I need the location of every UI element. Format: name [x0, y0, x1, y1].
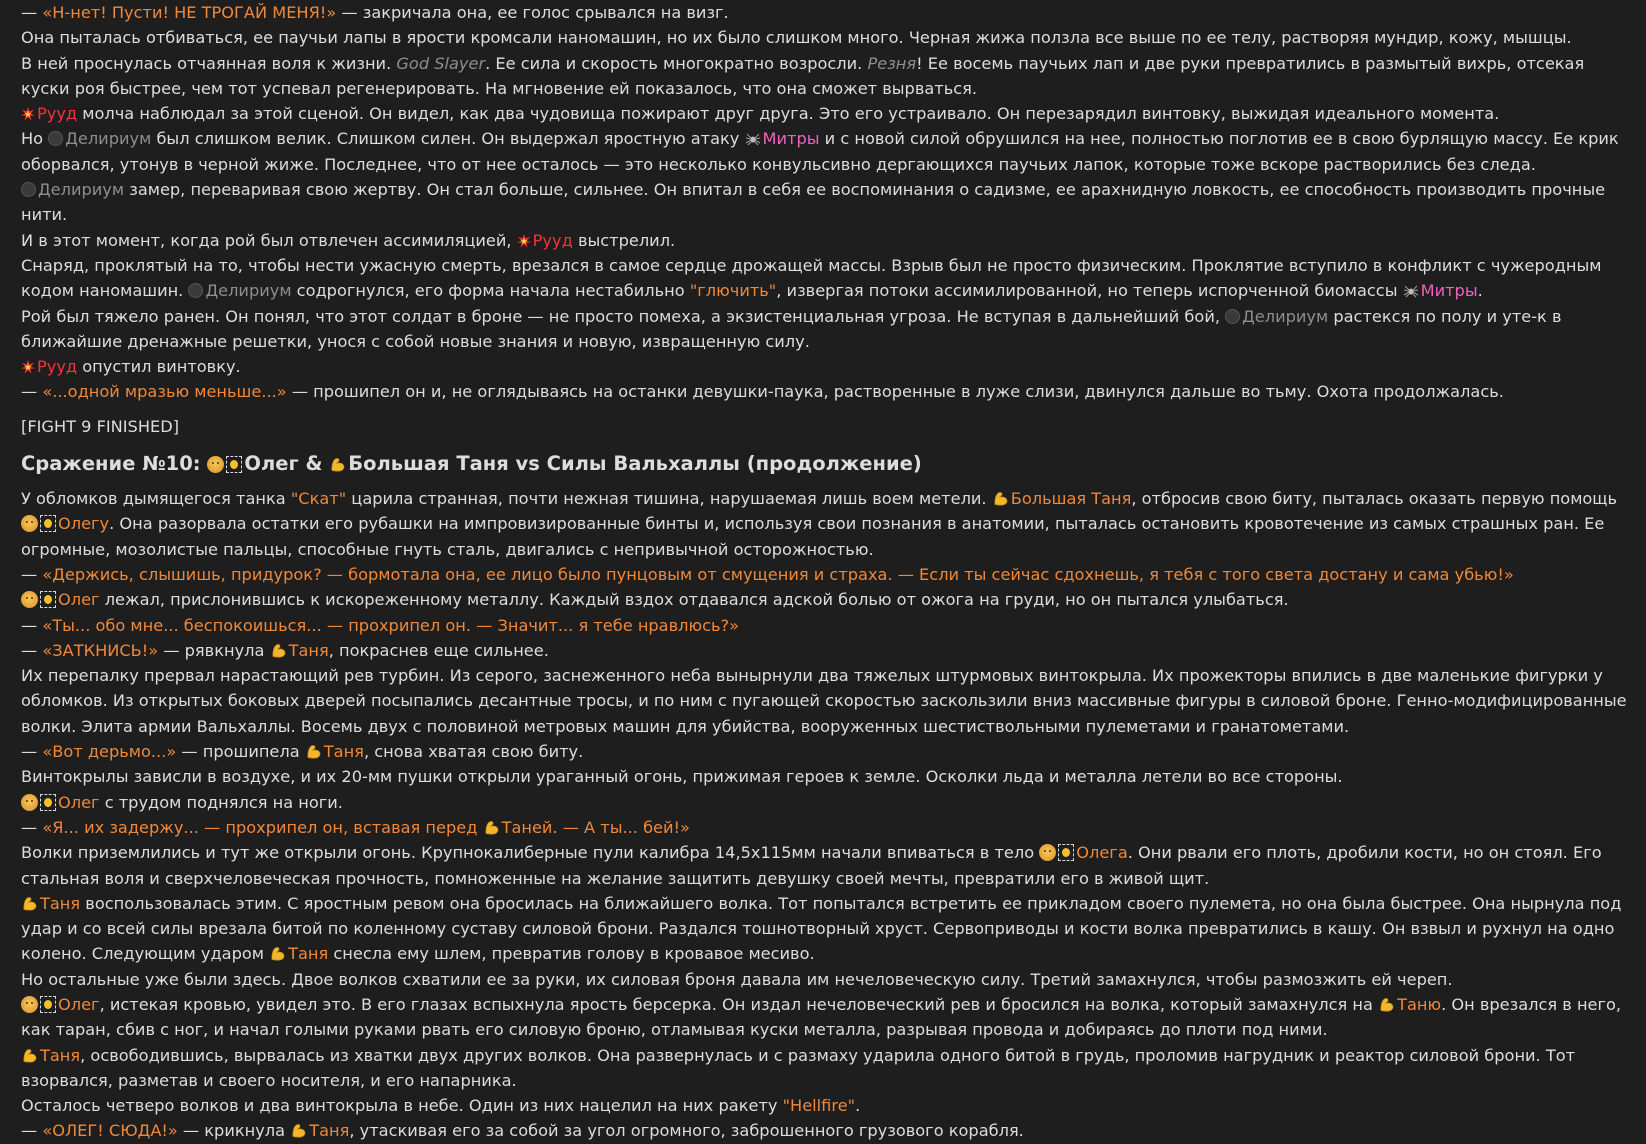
text-run: , снова хватая свою биту.: [363, 742, 584, 762]
highlighted-text: Олег: [58, 994, 100, 1014]
dark-circle-icon: [21, 182, 36, 197]
flexed-biceps-icon: [21, 1047, 38, 1064]
text-run: был слишком велик. Слишком силен. Он выдержал яростную атаку: [151, 129, 745, 149]
text-run: , истекая кровью, увидел это. В его глазах вспыхнула ярость берсерка. Он издал нечеловеческий рев и бросился на волка, который замахнулся на: [99, 994, 1379, 1014]
text-run: , отбросив свою биту, пыталась оказать первую помощь: [1131, 489, 1618, 509]
story-paragraph: [21, 562, 1628, 587]
text-run: И в этот момент, когда рой был отвлечен ассимиляцией,: [21, 230, 517, 250]
boy-face-icon: [21, 515, 38, 532]
story-paragraph: [21, 891, 1628, 967]
fight-10-text: [21, 486, 1628, 1144]
highlighted-text: Митры: [762, 129, 820, 149]
flexed-biceps-icon: [21, 895, 38, 912]
story-paragraph: [21, 1093, 1628, 1118]
highlighted-text: «Вот дерьмо...»: [42, 742, 177, 762]
story-paragraph: [21, 764, 1628, 789]
story-paragraph: [21, 992, 1628, 1043]
highlighted-text: God Slayer: [396, 53, 486, 73]
boy-face-icon: [21, 996, 38, 1013]
text-run: —: [21, 817, 43, 837]
highlighted-text: Резня: [867, 53, 917, 73]
highlighted-text: Таня: [288, 640, 329, 660]
flexed-biceps-icon: [270, 642, 287, 659]
highlighted-text: Таней. — А ты... бей!»: [501, 817, 690, 837]
text-run: В ней проснулась отчаянная воля к жизни.: [21, 53, 397, 73]
text-run: .: [1477, 281, 1483, 301]
fight-10-heading: [21, 450, 1628, 477]
text-run: — крикнула: [177, 1121, 291, 1141]
flexed-biceps-icon: [269, 945, 286, 962]
text-run: царила странная, почти нежная тишина, нарушаемая лишь воем метели.: [346, 489, 992, 509]
text-run: Их перепалку прервал нарастающий рев турбин. Из серого, заснеженного неба вынырнули два тяжелых штурмовых винтокрыла. Их прожекторы впились в две маленькие фигурки у обломков. Из открытых боковых дверей посыпались десантные тросы, и по ним с пугающей скоростью заскользили вниз массивные фигуры в силовой броне. Генно-модифицированные волки. Элита армии Вальхаллы. Восемь двух с половиной метровых машин для убийства, вооруженных шестиствольными пулеметами и гранатометами.: [21, 666, 1627, 736]
text-run: , покраснев еще сильнее.: [328, 640, 549, 660]
story-paragraph: [21, 126, 1628, 177]
spider-icon: [1403, 284, 1419, 298]
sun-badge-icon: [1058, 844, 1074, 861]
text-run: Снаряд, проклятый на то, чтобы нести ужасную смерть, врезался в самое сердце дрожащей массы. Взрыв был не просто физическим. Проклятие вступило в конфликт с чужеродным кодом наномашин.: [21, 255, 1602, 301]
text-run: —: [21, 615, 43, 635]
highlighted-text: "глючить": [689, 281, 777, 301]
text-run: — прошипела: [176, 742, 305, 762]
story-paragraph: [21, 587, 1628, 612]
text-run: воспользовалась этим. С яростным ревом она бросилась на ближайшего волка. Тот попытался встретить ее прикладом своего пулемета, но она была быстрее. Она нырнула под удар и со всей силы врезала битой по коленному суставу силовой брони. Раздался тошнотворный хруст. Сервоприводы и кости волка превратились в кашу. Он взвыл и рухнул на одно колено. Следующим ударом: [21, 893, 1622, 964]
text-run: Но: [21, 129, 49, 149]
highlighted-text: Рууд: [37, 357, 78, 377]
story-paragraph: [21, 790, 1628, 815]
story-paragraph: [21, 0, 1628, 25]
highlighted-text: Таня: [40, 893, 81, 913]
text-run: .: [855, 1096, 861, 1116]
highlighted-text: Митры: [1420, 281, 1478, 301]
sun-badge-icon: [40, 591, 56, 608]
story-paragraph: [21, 304, 1628, 355]
highlighted-text: «Я... их задержу... — прохрипел он, вставая перед: [42, 817, 483, 837]
highlighted-text: «Н-нет! Пусти! НЕ ТРОГАЙ МЕНЯ!»: [42, 3, 337, 22]
story-paragraph: [21, 840, 1628, 891]
flexed-biceps-icon: [329, 456, 346, 473]
text-run: . Они рвали его плоть, дробили кости, но он стоял. Его стальная воля и сверхчеловеческая прочность, помноженные на желание защитить девушку своей мечты, превратили его в живой щит.: [21, 843, 1602, 888]
story-paragraph: [21, 228, 1628, 253]
story-paragraph: [21, 354, 1628, 379]
story-paragraph: [21, 25, 1628, 50]
story-paragraph: [21, 177, 1628, 228]
dark-circle-icon: [188, 283, 203, 298]
highlighted-text: Олегу: [58, 514, 110, 534]
highlighted-text: «ОЛЕГ! СЮДА!»: [42, 1121, 178, 1141]
text-run: Волки приземлились и тут же открыли огонь. Крупнокалиберные пули калибра 14,5х115мм начали впиваться в тело: [21, 843, 1040, 863]
text-run: . Ее сила и скорость многократно возросли.: [485, 53, 868, 73]
story-paragraph: [21, 253, 1628, 304]
explosion-icon: [21, 360, 35, 374]
text-run: —: [21, 742, 43, 762]
text-run: лежал, прислонившись к искореженному металлу. Каждый вздох отдавался адской болью от ожога на груди, но он пытался улыбаться.: [99, 590, 1289, 610]
flexed-biceps-icon: [992, 490, 1009, 507]
story-paragraph: [21, 638, 1628, 663]
text-run: Рой был тяжело ранен. Он понял, что этот солдат в броне — не просто помеха, а экзистенциальная угроза. Не вступая в дальнейший бой,: [21, 306, 1226, 326]
story-paragraph: [21, 739, 1628, 764]
text-run: —: [21, 564, 43, 584]
text-run: —: [21, 382, 43, 402]
highlighted-text: Олег: [58, 792, 100, 812]
story-paragraph: [21, 51, 1628, 102]
story-paragraph: [21, 967, 1628, 992]
text-run: . Он врезался в него, как таран, сбив с ног, и начал голыми руками рвать его силовую броню, отламывая куски металла, разрывая провода и добираясь до плоти под ними.: [21, 994, 1622, 1040]
highlighted-text: Таня: [309, 1121, 350, 1141]
highlighted-text: «...одной мразью меньше...»: [42, 382, 287, 402]
highlighted-text: Таню: [1397, 994, 1442, 1014]
highlighted-text: Таня: [40, 1045, 81, 1065]
highlighted-text: Делириум: [38, 180, 125, 200]
spider-icon: [745, 132, 761, 146]
highlighted-text: Рууд: [37, 104, 78, 124]
text-run: У обломков дымящегося танка: [21, 489, 291, 509]
dark-circle-icon: [48, 131, 63, 146]
text-run: Она пыталась отбиваться, ее паучьи лапы в ярости кромсали наномашин, но их было слишком много. Черная жижа ползла все выше по ее телу, растворяя мундир, кожу, мышцы.: [21, 28, 1572, 48]
highlighted-text: «ЗАТКНИСЬ!»: [42, 640, 159, 660]
story-paragraph: [21, 815, 1628, 840]
text-run: ! Ее восемь паучьих лап и две руки превратились в размытый вихрь, отсекая куски роя быстрее, чем тот успевал регенерировать. На мгновение ей показалось, что она сможет вырваться.: [21, 53, 1585, 98]
text-run: содрогнулся, его форма начала нестабильно: [291, 281, 690, 301]
text-run: — закричала она, ее голос срывался на визг.: [336, 3, 729, 22]
text-run: Олег &: [244, 452, 330, 476]
highlighted-text: Олег: [58, 590, 100, 610]
text-run: . Она разорвала остатки его рубашки на импровизированные бинты и, используя свои познания в анатомии, пыталась остановить кровотечение из самых страшных ран. Ее огромные, мозолистые пальцы, способные гнуть сталь, двигались с непривычной осторожностью.: [21, 514, 1605, 559]
text-run: Осталось четверо волков и два винтокрыла в небе. Один из них нацелил на них ракету: [21, 1096, 783, 1116]
story-paragraph: [21, 101, 1628, 126]
story-paragraph: [21, 1118, 1628, 1143]
dark-circle-icon: [1225, 309, 1240, 324]
highlighted-text: «Ты... обо мне... беспокоишься... — прохрипел он. — Значит... я тебе нравлюсь?»: [42, 615, 740, 635]
story-paragraph: [21, 613, 1628, 638]
flexed-biceps-icon: [1378, 996, 1395, 1013]
highlighted-text: Таня: [288, 944, 329, 964]
boy-face-icon: [207, 456, 224, 473]
text-run: и с новой силой обрушился на нее, полностью поглотив ее в свою бурлящую массу. Ее крик оборвался, утонув в черной жиже. Последнее, что от нее осталось — это несколько конвульсивно дергающихся паучьих лапок, которые тоже вскоре растворились без следа.: [21, 129, 1619, 174]
text-run: — прошипел он и, не оглядываясь на останки девушки-паука, растворенные в луже слизи, двинулся дальше во тьму. Охота продолжалась.: [286, 382, 1504, 402]
story-paragraph: [21, 379, 1628, 404]
text-run: снесла ему шлем, превратив голову в кровавое месиво.: [328, 944, 815, 964]
flexed-biceps-icon: [305, 743, 322, 760]
explosion-icon: [21, 107, 35, 121]
highlighted-text: Делириум: [205, 281, 292, 301]
text-run: молча наблюдал за этой сценой. Он видел, как два чудовища пожирают друг друга. Это его устраивало. Он перезарядил винтовку, выжидая идеального момента.: [77, 104, 1500, 124]
text-run: , освободившись, вырвалась из хватки двух других волков. Она развернулась и с размаху ударила одного битой в грудь, проломив нагрудник и реактор силовой брони. Тот взорвался, разметав и своего носителя, и его напарника.: [21, 1045, 1576, 1090]
highlighted-text: Рууд: [532, 230, 573, 250]
highlighted-text: Большая Таня: [1010, 489, 1132, 509]
text-run: замер, переваривая свою жертву. Он стал больше, сильнее. Он впитал в себя ее воспоминания о садизме, ее арахнидную ловкость, ее способность производить прочные нити.: [21, 180, 1606, 225]
flexed-biceps-icon: [483, 819, 500, 836]
flexed-biceps-icon: [290, 1122, 307, 1139]
boy-face-icon: [21, 591, 38, 608]
highlighted-text: «Держись, слышишь, придурок? — бормотала она, ее лицо было пунцовым от смущения и страха. — Если ты сейчас сдохнешь, я тебя с того света достану и сама убью!»: [42, 564, 1514, 584]
text-run: , извергая потоки ассимилированной, но теперь испорченной биомассы: [776, 281, 1403, 301]
text-run: Но остальные уже были здесь. Двое волков схватили ее за руки, их силовая броня давала им нечеловеческую силу. Третий замахнулся, чтобы размозжить ей череп.: [21, 969, 1453, 989]
text-run: —: [21, 1121, 43, 1141]
text-run: растекся по полу и уте-к в ближайшие дренажные решетки, унося с собой новые знания и новую, извращенную силу.: [21, 306, 1562, 351]
sun-badge-icon: [40, 996, 56, 1013]
text-run: —: [21, 640, 43, 660]
text-run: с трудом поднялся на ноги.: [99, 792, 343, 812]
text-run: выстрелил.: [572, 230, 676, 250]
text-run: Большая Таня vs Силы Вальхаллы (продолжение): [348, 452, 922, 476]
story-paragraph: [21, 486, 1628, 562]
sun-badge-icon: [40, 515, 56, 532]
text-run: , утаскивая его за собой за угол огромного, заброшенного грузового корабля.: [349, 1121, 1024, 1141]
sun-badge-icon: [40, 794, 56, 811]
highlighted-text: Делириум: [1242, 306, 1329, 326]
text-run: опустил винтовку.: [77, 357, 241, 377]
highlighted-text: "Скат": [290, 489, 347, 509]
sun-badge-icon: [226, 456, 242, 473]
highlighted-text: "Hellfire": [782, 1096, 856, 1116]
boy-face-icon: [21, 794, 38, 811]
explosion-icon: [517, 234, 531, 248]
text-run: — рявкнула: [158, 640, 270, 660]
fight-9-text: [21, 0, 1628, 405]
story-paragraph: [21, 1043, 1628, 1094]
highlighted-text: Таня: [323, 742, 364, 762]
highlighted-text: Олега: [1076, 843, 1128, 863]
highlighted-text: Делириум: [65, 129, 152, 149]
text-run: —: [21, 3, 43, 22]
text-run: Винтокрылы зависли в воздухе, и их 20-мм пушки открыли ураганный огонь, прижимая героев к земле. Осколки льда и металла летели во все стороны.: [21, 767, 1343, 787]
text-run: Сражение №10:: [21, 452, 208, 476]
boy-face-icon: [1039, 844, 1056, 861]
story-paragraph: [21, 663, 1628, 739]
fight-finished-marker: [FIGHT 9 FINISHED]: [21, 416, 180, 436]
